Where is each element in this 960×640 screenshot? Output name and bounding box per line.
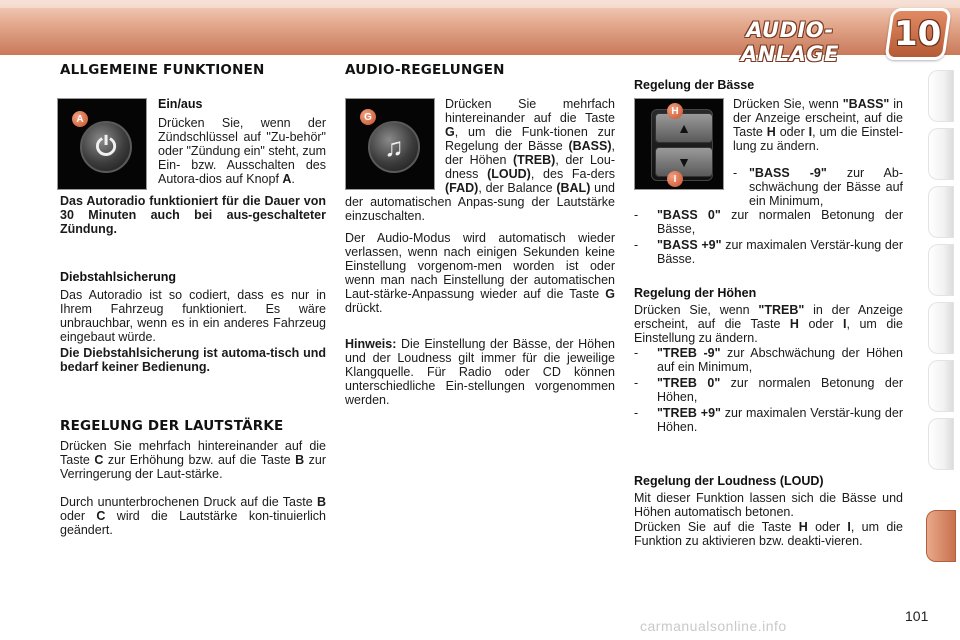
treble-item-3 — [634, 406, 903, 434]
treble-item-1 — [634, 346, 903, 374]
watermark: carmanualsonline.info — [640, 618, 787, 634]
dash: - — [634, 376, 639, 390]
side-tab[interactable] — [928, 244, 954, 296]
treble-item-2 — [634, 376, 903, 404]
chapter-badge — [884, 8, 951, 60]
bass-heading: Regelung der Bässe — [634, 78, 755, 92]
volume-text-1: Drücken Sie mehrfach hintereinander auf die Taste C zur Erhöhung bzw. auf die Taste B zur Verringerung der Laut-stärke. — [60, 439, 327, 481]
section-title-audio: AUDIO-REGELUNGEN — [345, 62, 505, 78]
audio-mode-text: Der Audio-Modus wird automatisch wieder verlassen, wenn nach einigen Sekunden keine Einstellung vorgenom-men worden ist oder wenn man nach Einstellung der automatischen Laut-stärke-Anpassung wieder auf die Taste G drückt. — [345, 231, 615, 315]
float-spacer — [345, 97, 445, 189]
dash: - — [634, 238, 639, 252]
side-tab[interactable] — [928, 186, 954, 238]
side-tab-active[interactable] — [926, 510, 956, 562]
dash: - — [634, 406, 639, 420]
callout-g: G — [360, 109, 376, 125]
header-highlight — [0, 0, 960, 8]
theft-text: Das Autoradio ist so codiert, dass es nur in Ihrem Fahrzeug funktioniert. Es wäre unbrauchbar, wenn es in ein anderes Fahrzeug eingebaut würde. — [60, 288, 326, 344]
side-tab[interactable] — [928, 418, 954, 470]
bass-item-text: "BASS +9" zur maximalen Verstär-kung der Bässe. — [657, 238, 903, 266]
theft-heading: Diebstahlsicherung — [60, 270, 176, 284]
duration-note: Das Autoradio funktioniert für die Dauer von 30 Minuten auch bei aus-geschalteter Zündung. — [60, 194, 326, 236]
loudness-heading: Regelung der Loudness (LOUD) — [634, 474, 824, 488]
treble-heading: Regelung der Höhen — [634, 286, 757, 300]
callout-i: I — [667, 171, 683, 187]
treble-item-text: "TREB 0" zur normalen Betonung der Höhen, — [657, 376, 903, 404]
bass-item-2 — [634, 208, 903, 236]
power-icon: ⏻ — [95, 131, 117, 161]
bass-item-text: "BASS -9" zur Ab-schwächung der Bässe auf ein Minimum, — [749, 166, 904, 208]
loudness-text-1: Mit dieser Funktion lassen sich die Bässe und Höhen automatisch betonen. — [634, 491, 903, 519]
section-title-volume: REGELUNG DER LAUTSTÄRKE — [60, 418, 284, 434]
callout-h: H — [667, 103, 683, 119]
music-note-icon: ♫ — [384, 131, 404, 162]
treble-item-text: "TREB -9" zur Abschwächung der Höhen auf ein Minimum, — [657, 346, 904, 374]
side-tab[interactable] — [928, 128, 954, 180]
side-tab-strip — [928, 70, 960, 580]
callout-a: A — [72, 111, 88, 127]
up-arrow-button-icon: ▲ — [655, 113, 713, 143]
audio-intro-body: Drücken Sie mehrfach hintereinander auf die Taste G, um die Funk-tionen zur Regelung der Bässe (BASS), der Höhen (TREB), der Lou-dness (LOUD), des Fa-ders (FAD), der Balance (BAL) und der automatischen Anpas-sung der Lautstärke einzuschalten. — [345, 97, 615, 223]
hint-text: Hinweis: Die Einstellung der Bässe, der Höhen und der Loudness gilt immer für die jeweilige Klangquelle. Für Radio oder CD können unterschiedliche Ein-stellungen vorgenommen werden. — [345, 337, 615, 407]
dash: - — [634, 208, 639, 222]
chapter-title: AUDIO-ANLAGE — [740, 18, 840, 66]
bass-item-text: "BASS 0" zur normalen Betonung der Bässe, — [657, 208, 903, 236]
bass-item-1 — [733, 166, 903, 208]
bass-item-3 — [634, 238, 903, 266]
power-button-image — [57, 98, 147, 190]
side-tab[interactable] — [928, 360, 954, 412]
chapter-number: 10 — [894, 14, 942, 54]
side-tab[interactable] — [928, 70, 954, 122]
hi-buttons-image — [634, 98, 724, 190]
theft-note: Die Diebstahlsicherung ist automa-tisch und bedarf keiner Bedienung. — [60, 346, 326, 374]
einaus-heading: Ein/aus — [158, 97, 203, 111]
einaus-text: Drücken Sie, wenn der Zündschlüssel auf "Zu-behör" oder "Zündung ein" steht, zum Ein- bzw. Ausschalten des Autora-dios auf Knopf A. — [158, 116, 326, 186]
dash: - — [634, 346, 639, 360]
page-number: 101 — [905, 608, 929, 624]
audio-intro-text — [345, 97, 615, 223]
treble-text: Drücken Sie, wenn "TREB" in der Anzeige erscheint, auf die Taste H oder I, um die Einstellung zu ändern. — [634, 303, 904, 345]
side-tab[interactable] — [928, 302, 954, 354]
loudness-text-2: Drücken Sie auf die Taste H oder I, um die Funktion zu aktivieren bzw. deakti-vieren. — [634, 520, 904, 548]
bass-text: Drücken Sie, wenn "BASS" in der Anzeige erscheint, auf die Taste H oder I, um die Einstel-lung zu ändern. — [733, 97, 903, 153]
section-title-general: ALLGEMEINE FUNKTIONEN — [60, 62, 265, 78]
treble-item-text: "TREB +9" zur maximalen Verstär-kung der Höhen. — [657, 406, 903, 434]
dash: - — [733, 166, 738, 180]
volume-text-2: Durch ununterbrochenen Druck auf die Taste B oder C wird die Lautstärke kon-tinuierlich geändert. — [60, 495, 326, 537]
down-arrow-button-icon: ▼ — [655, 147, 713, 177]
